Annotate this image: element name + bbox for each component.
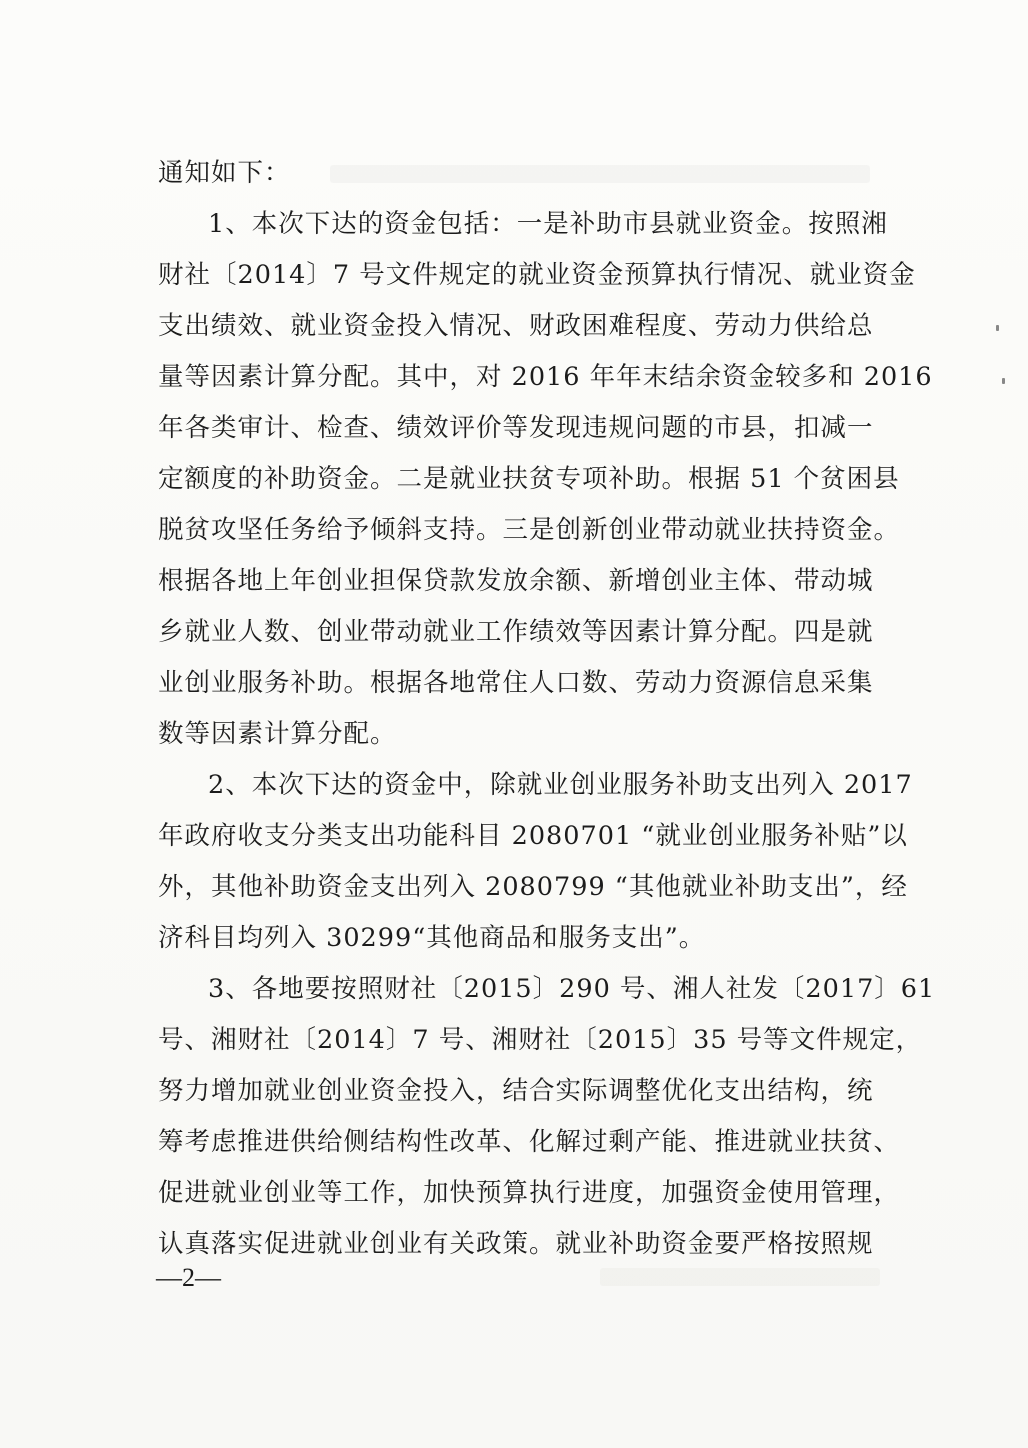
text-line: 脱贫攻坚任务给予倾斜支持。三是创新创业带动就业扶持资金。 — [158, 515, 901, 545]
text-line: 1、本次下达的资金包括：一是补助市县就业资金。按照湘 — [208, 209, 888, 239]
text-line: 定额度的补助资金。二是就业扶贫专项补助。根据 51 个贫困县 — [158, 464, 900, 494]
text-line: 促进就业创业等工作，加快预算执行进度，加强资金使用管理， — [158, 1178, 901, 1208]
page-number: —2— — [156, 1263, 221, 1292]
text-line: 乡就业人数、创业带动就业工作绩效等因素计算分配。四是就 — [158, 617, 874, 647]
text-line: 济科目均列入 30299“其他商品和服务支出”。 — [158, 923, 706, 953]
text-line: 年政府收支分类支出功能科目 2080701 “就业创业服务补贴”以 — [158, 821, 908, 851]
scan-speck — [996, 325, 999, 331]
text-line: 筹考虑推进供给侧结构性改革、化解过剩产能、推进就业扶贫、 — [158, 1127, 901, 1157]
text-line: 2、本次下达的资金中，除就业创业服务补助支出列入 2017 — [208, 770, 913, 800]
text-line: 业创业服务补助。根据各地常住人口数、劳动力资源信息采集 — [158, 668, 874, 698]
text-line: 通知如下： — [158, 158, 291, 188]
text-line: 号、湘财社〔2014〕7 号、湘财社〔2015〕35 号等文件规定， — [158, 1025, 923, 1055]
text-line: 外，其他补助资金支出列入 2080799 “其他就业补助支出”，经 — [158, 872, 908, 902]
text-line: 量等因素计算分配。其中，对 2016 年年末结余资金较多和 2016 — [158, 362, 933, 392]
scan-speck — [1002, 378, 1005, 384]
text-line: 财社〔2014〕7 号文件规定的就业资金预算执行情况、就业资金 — [158, 260, 916, 290]
bleed-through-mark — [600, 1268, 880, 1286]
text-line: 努力增加就业创业资金投入，结合实际调整优化支出结构，统 — [158, 1076, 874, 1106]
text-line: 认真落实促进就业创业有关政策。就业补助资金要严格按照规 — [158, 1229, 874, 1259]
text-line: 年各类审计、检查、绩效评价等发现违规问题的市县，扣减一 — [158, 413, 874, 443]
text-line: 支出绩效、就业资金投入情况、财政困难程度、劳动力供给总 — [158, 311, 874, 341]
text-line: 根据各地上年创业担保贷款发放余额、新增创业主体、带动城 — [158, 566, 874, 596]
text-line: 3、各地要按照财社〔2015〕290 号、湘人社发〔2017〕61 — [208, 974, 936, 1004]
text-line: 数等因素计算分配。 — [158, 719, 397, 749]
